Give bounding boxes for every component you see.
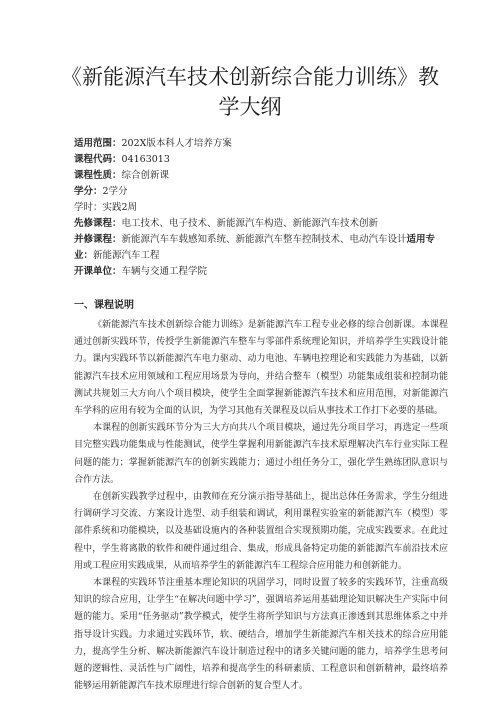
meta-credit-label: 学分： [74, 186, 103, 197]
meta-nature-value: 综合创新课 [121, 170, 170, 181]
meta-major-label: 适用专业： [74, 234, 436, 261]
meta-credit-value: 2学分 [102, 186, 128, 197]
meta-scope [74, 136, 450, 152]
meta-nature-label: 课程性质： [74, 170, 122, 181]
meta-concurrent-label: 并修课程： [74, 234, 122, 245]
meta-code-label: 课程代码： [74, 154, 122, 165]
course-meta [74, 136, 450, 280]
meta-unit [74, 264, 450, 280]
paragraph-2: 本课程的创新实践环节分为三大方向共八个项目模块，通过先分项目学习，再选定一些项目完整实践功能集成与性能测试，使学生掌握利用新能源汽车技术原理解决汽车行业实际工程问题的能力；掌握新能源汽车的创新实践能力；通过小组任务分工，强化学生熟练团队意识与合作方法。 [74, 423, 448, 485]
meta-prereq-label: 先修课程： [74, 218, 122, 229]
meta-unit-label: 开课单位： [74, 266, 122, 277]
paragraph-4: 本课程的实践环节注重基本理论知识的巩固学习，同时设置了较多的实践环节，注重高级知识的综合应用，让学生“在解决问题中学习”，强调培养运用基础理论知识解决生产实际中问题的能力。采用“任务驱动”教学模式，使学生将所学知识与方法真正渗透到其思维体系之中并指导设计实践。力求通过实践环节，软、硬结合，增加学生新能源汽车相关技术的综合应用能力，提高学生分析、解决新能源汽车设计制造过程中的诸多关键问题的能力，培养学生思考问题的逻辑性、灵活性与广阔性，培养和提高学生的科研素质、工程意识和创新精神，最终培养能够运用新能源汽车技术原理进行综合创新的复合型人才。 [74, 578, 448, 692]
meta-credit [74, 184, 450, 200]
meta-prereq-value: 电工技术、电子技术、新能源汽车构造、新能源汽车技术创新 [121, 218, 379, 229]
meta-nature [74, 168, 450, 184]
meta-major-value: 新能源汽车工程 [93, 250, 160, 261]
meta-concurrent-value: 新能源汽车车载感知系统、新能源汽车整车控制技术、电动汽车设计 [121, 234, 407, 245]
meta-unit-value: 车辆与交通工程学院 [121, 266, 208, 277]
meta-scope-value: 202X版本科人才培养方案 [121, 138, 232, 149]
meta-hours: 学时：实践2周 [74, 202, 138, 213]
meta-scope-label: 适用范围： [74, 138, 122, 149]
meta-code-value: 04163013 [121, 154, 170, 165]
paragraph-3: 在创新实践教学过程中，由教师在充分演示指导基础上，提出总体任务需求，学生分组进行调研学习交流、方案设计选型、动手组装和调试，利用课程实验室的新能源汽车（模型）零部件系统和功能模块，以及基础设施内的各种装置组合实现预期功能，完成实践要求。在此过程中，学生将离散的软件和硬件通过组合、集成，形成具备特定功能的新能源汽车前沿技术应用或工程应用实践成果，从而培养学生的新能源汽车工程综合应用能力和创新能力。 [74, 492, 448, 571]
document-title: 《新能源汽车技术创新综合能力训练》教学大纲 [61, 65, 439, 119]
meta-concurrent [74, 232, 450, 264]
section-heading-course-description: 一、课程说明 [74, 300, 134, 311]
meta-code [74, 152, 450, 168]
meta-prereq [74, 216, 450, 232]
paragraph-1: 《新能源汽车技术创新综合能力训练》是新能源汽车工程专业必修的综合创新课。本课程通过创新实践环节，传授学生新能源汽车整车与零部件系统理论知识，并培养学生实践设计能力。课内实践环节以新能源汽车电力驱动、动力电池、车辆电控理论和实践能力为基础，以新能源汽车技术应用领域和工程应用场景为导向，并结合整车（模型）功能集成组装和控制功能测试共规划三大方向八个项目模块，使学生全面掌握新能源汽车技术和应用范围，对新能源汽车学科的应用有较为全面的认识，为学习其他有关课程及以后从事技术工作打下必要的基础。 [74, 320, 448, 417]
